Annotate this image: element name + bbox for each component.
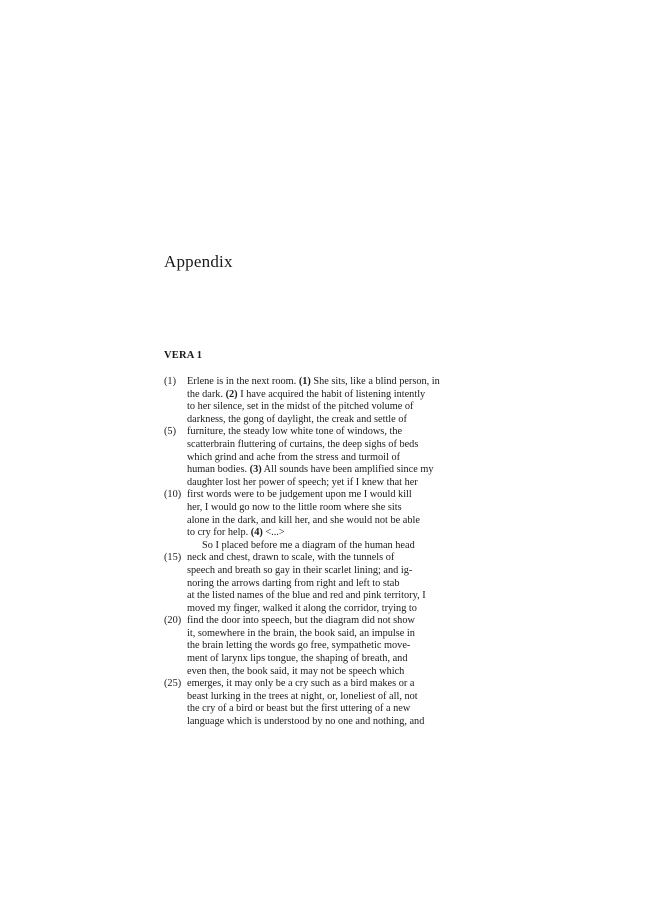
text-line [164,464,464,477]
line-segment: find the door into speech, but the diagram did not show [187,615,415,627]
line-text [187,640,410,653]
line-segment: She sits, like a blind person, in [310,376,440,387]
line-segment: neck and chest, drawn to scale, with the tunnels of [187,552,395,564]
line-text [187,527,285,540]
line-text [187,376,440,389]
line-segment: scatterbrain fluttering of curtains, the deep sighs of beds [187,438,419,450]
line-segment: speech and breath so gay in their scarlet lining; and ig- [187,564,413,576]
sentence-marker: (1) [298,376,311,387]
line-text [187,452,400,465]
line-number: (10) [164,489,182,501]
text-line [164,477,464,490]
line-text [187,666,404,679]
line-segment: noring the arrows darting from right and left to stab [187,577,400,589]
section-title: VERA 1 [164,350,203,361]
line-segment: first words were to be judgement upon me I would kill [187,489,412,501]
line-segment: which grind and ache from the stress and turmoil of [187,451,401,463]
text-line [164,426,464,439]
line-text [187,426,402,439]
text-line [164,452,464,465]
text-line [164,678,464,691]
text-line [164,666,464,679]
sentence-marker: (4) [250,527,263,539]
text-line [164,590,464,603]
line-segment: to her silence, set in the midst of the pitched volume of [187,401,414,413]
sentence-marker: (3) [249,464,262,476]
line-text [187,515,420,528]
line-text [202,540,415,553]
text-line [164,578,464,591]
line-number: (20) [164,615,182,627]
text-line [164,565,464,578]
text-line [164,540,464,553]
line-text [187,439,418,452]
line-number: (5) [164,426,177,438]
text-line [164,502,464,515]
text-line [164,628,464,641]
line-segment: darkness, the gong of daylight, the creak and settle of [187,413,407,425]
line-segment: beast lurking in the trees at night, or, loneliest of all, not [187,690,418,702]
line-text [187,414,407,427]
text-line [164,389,464,402]
line-text [187,590,426,603]
line-text [187,552,394,565]
line-segment: ment of larynx lips tongue, the shaping of breath, and [187,653,408,665]
text-line [164,653,464,666]
line-segment: her, I would go now to the little room where she sits [187,501,402,513]
text-line [164,515,464,528]
line-text [187,401,413,414]
line-text [187,678,414,691]
line-number: (25) [164,678,182,690]
text-line [164,527,464,540]
text-line [164,716,464,729]
text-line [164,640,464,653]
line-text [187,691,418,704]
text-line [164,414,464,427]
line-text [187,389,425,402]
line-segment: the dark. [187,388,226,400]
line-segment: language which is understood by no one and nothing, and [187,716,425,728]
line-segment: it, somewhere in the brain, the book said, an impulse in [187,627,415,639]
sentence-marker: (2) [225,388,238,400]
line-segment: at the listed names of the blue and red and pink territory, I [187,590,426,602]
line-text [187,603,417,616]
line-segment: daughter lost her power of speech; yet if I knew that her [187,476,418,488]
line-segment: furniture, the steady low white tone of windows, the [187,426,403,438]
line-number: (1) [164,376,177,387]
line-segment: I have acquired the habit of listening intently [237,388,426,400]
line-segment: <...> [262,527,285,539]
line-text [187,628,415,641]
line-text [187,653,407,666]
page-heading: Appendix [164,252,233,271]
text-line [164,401,464,414]
line-segment: Erlene is in the next room. [187,376,299,387]
line-segment: So I placed before me a diagram of the human head [202,539,415,551]
line-text [187,464,434,477]
line-text [187,502,402,515]
text-line [164,439,464,452]
text-line [164,376,464,389]
text-line [164,489,464,502]
line-number: (15) [164,552,182,564]
line-text [187,565,412,578]
line-segment: moved my finger, walked it along the corridor, trying to [187,602,417,614]
line-text [187,716,424,729]
line-text [187,578,399,591]
text-line [164,691,464,704]
line-segment: the brain letting the words go free, sympathetic move- [187,640,411,652]
line-text [187,703,410,716]
line-text [187,489,412,502]
line-segment: the cry of a bird or beast but the first uttering of a new [187,703,411,715]
passage-text [164,376,464,729]
line-text [187,615,415,628]
text-line [164,615,464,628]
line-segment: to cry for help. [187,527,251,539]
line-segment: alone in the dark, and kill her, and she would not be able [187,514,420,526]
text-line [164,552,464,565]
text-line [164,703,464,716]
line-text [187,477,418,490]
line-segment: human bodies. [187,464,250,476]
text-line [164,603,464,616]
line-segment: All sounds have been amplified since my [261,464,434,476]
line-segment: emerges, it may only be a cry such as a bird makes or a [187,678,415,690]
line-segment: even then, the book said, it may not be speech which [187,665,405,677]
